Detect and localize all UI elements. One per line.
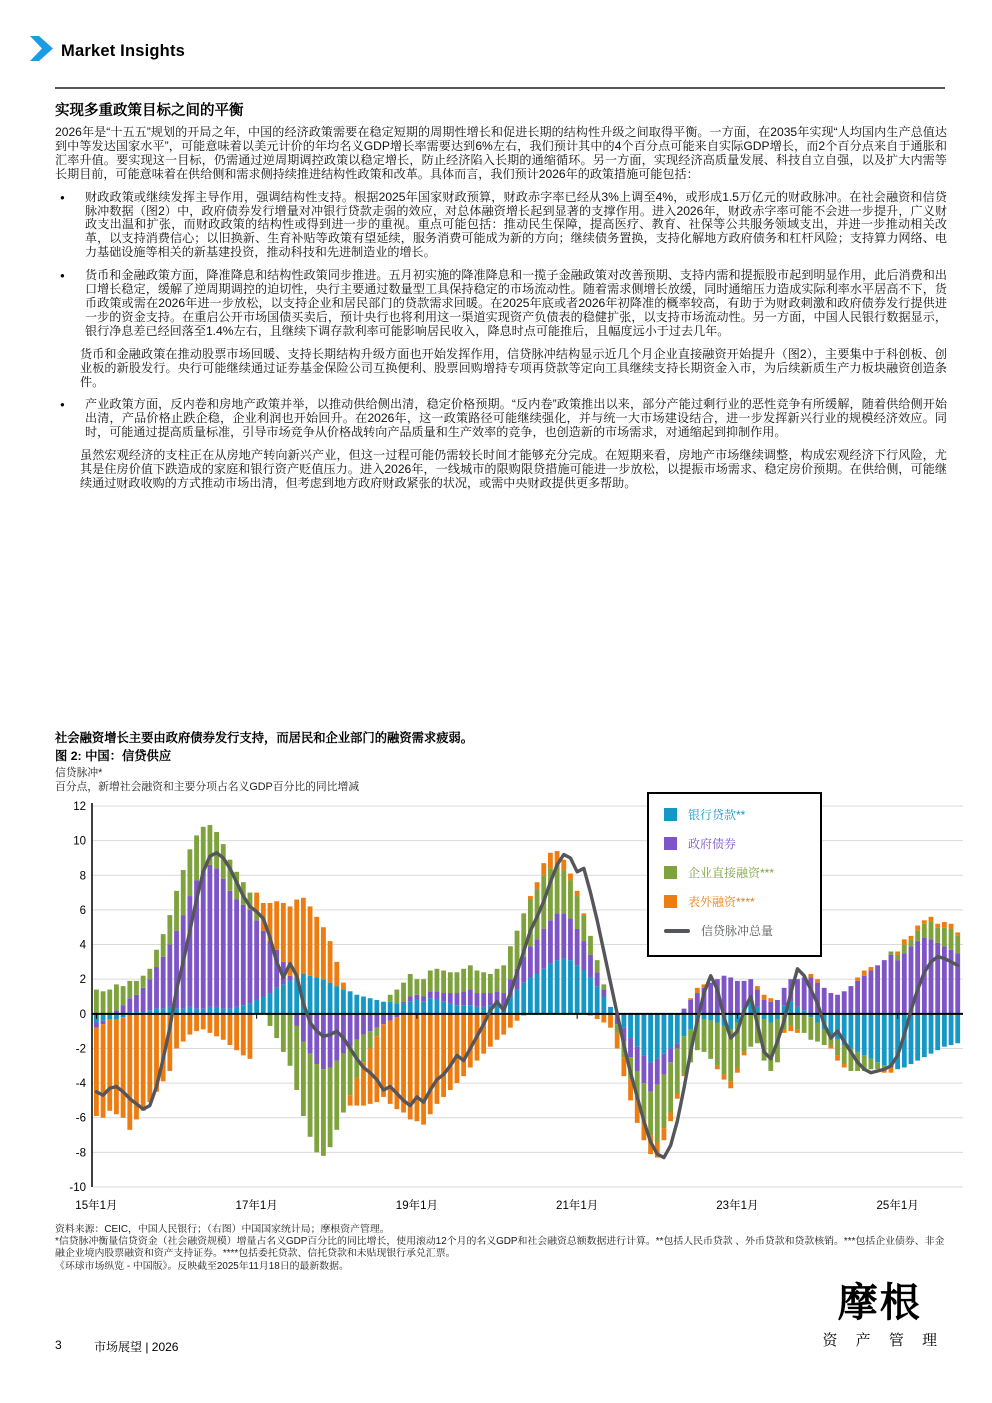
legend-label: 银行贷款** <box>688 808 746 822</box>
svg-text:4: 4 <box>79 939 86 952</box>
corporate-direct-swatch-icon <box>664 866 677 879</box>
footnote-methodology: *信贷脉冲衡量信贷资金（社会融资规模）增量占名义GDP百分比的同比增长，使用滚动12个月的名义GDP和社会融资总额数据进行计算。**包括人民币贷款 、外币贷款和贷款核销。***包括企业债券、非金融企业境内股票融资和资产支持证券。****包括委托贷款、信托贷款和未贴现银行承兑汇票。 <box>55 1236 945 1260</box>
footnote-asof: 《环球市场纵览 - 中国版》。反映截至2025年11月18日的最新数据。 <box>55 1260 349 1272</box>
bullet-industrial-policy <box>55 398 947 440</box>
chart-canvas <box>55 796 965 1221</box>
legend-label: 表外融资**** <box>688 895 755 909</box>
monetary-extra-paragraph: 货币和金融政策在推动股票市场回暖、支持长期结构升级方面也开始发挥作用，信贷脉冲结构显示近几个月企业直接融资开始提升（图2），主要集中于科创板、创业板的新股发行。央行可能继续通过证券基金保险公司互换便利、股票回购增持专项再贷款等定向工具继续支持长期资金入市，为后续新质生产力板块融资创造条件。 <box>80 346 947 389</box>
morgan-logo-primary: 摩根 <box>837 1279 922 1326</box>
bullet-text: 产业政策方面，反内卷和房地产政策并举，以推动供给侧出清，稳定价格预期。“反内卷”政策推出以来，部分产能过剩行业的恶性竞争有所缓解，随着供给侧开始出清，产品价格止跌企稳，企业利润也开始回升。在2026年，这一政策路径可能继续强化，并与统一大市场建设结合，进一步发挥新兴行业的规模经济效应。同时，可能通过提高质量标准，引导市场竞争从价格战转向产品质量和生产效率的竞争，也创造新的市场需求，对通缩起到抑制作用。 <box>85 397 947 440</box>
svg-text:21年1月: 21年1月 <box>556 1200 599 1212</box>
bullet-marker-icon: ● <box>60 400 65 410</box>
figure-title: 图 2: 中国：信贷供应 <box>55 749 172 763</box>
header-divider <box>55 87 945 89</box>
morgan-logo-secondary: 资 产 管 理 <box>822 1332 944 1349</box>
legend-item-off-balance <box>664 893 814 910</box>
svg-text:-8: -8 <box>75 1147 86 1160</box>
svg-text:15年1月: 15年1月 <box>75 1200 118 1212</box>
gov-bonds-swatch-icon <box>664 837 677 850</box>
bank-loans-swatch-icon <box>664 808 677 821</box>
svg-text:-2: -2 <box>75 1043 86 1056</box>
article-title: 实现多重政策目标之间的平衡 <box>55 103 244 119</box>
svg-text:17年1月: 17年1月 <box>235 1200 278 1212</box>
bullet-text: 财政政策或继续发挥主导作用，强调结构性支持。根据2025年国家财政预算，财政赤字率已经从3%上调至4%，或形成1.5万亿元的财政脉冲。在社会融资和信贷脉冲数据（图2）中，政府债券发行增量对冲银行贷款走弱的效应，对总体融资增长起到显著的支撑作用。进入2026年，财政赤字率可能不会进一步提升，广义财政支出温和扩张，而财政政策的结构性或得到进一步的重视。重点可能包括：推动民生保障，提高医疗、教育、社保等公共服务领域支出，并进一步推动相关改革，以支持消费信心；以旧换新、生育补贴等政策有望延续，服务消费可能成为新的方向；继续债务置换，支持化解地方政府债务和杠杆风险；支持算力网络、电力基础设施等相关的新基建投资，推动科技和先进制造业的增长。 <box>85 189 947 260</box>
legend-label: 政府债券 <box>688 837 737 851</box>
svg-text:19年1月: 19年1月 <box>395 1200 438 1212</box>
figure-units: 百分点，新增社会融资和主要分项占名义GDP百分比的同比增减 <box>55 781 360 793</box>
credit-supply-chart <box>55 796 965 1221</box>
off-balance-swatch-icon <box>664 895 677 908</box>
legend-item-gov-bonds <box>664 835 814 852</box>
article-body <box>55 126 947 500</box>
svg-text:6: 6 <box>79 904 86 917</box>
svg-text:-6: -6 <box>75 1112 86 1125</box>
svg-text:8: 8 <box>79 870 86 883</box>
bullet-text: 货币和金融政策方面，降准降息和结构性政策同步推进。五月初实施的降准降息和一揽子金融政策对改善预期、支持内需和提振股市起到明显作用，此后消费和出口增长稳定，缓解了逆周期调控的迫切性，央行主要通过数量型工具保持稳定的市场流动性。随着需求侧增长放缓，同时通缩压力造成实际利率水平居高不下，货币政策或需在2026年进一步放松，以支持企业和居民部门的贷款需求回暖。在2025年底或者2026年初降准的概率较高，有助于为财政刺激和政府债券发行提供进一步的资金支持。在重启公开市场国债买卖后，预计央行也将利用这一渠道实现资产负债表的稳健扩张，以支持市场流动性。另一方面，中国人民银行数据显示，银行净息差已经回落至1.4%左右，且继续下调存款利率可能影响居民收入，降息时点可能推后，且幅度远小于过去几年。 <box>85 268 947 338</box>
figure-subtitle: 信贷脉冲* <box>55 767 103 779</box>
intro-paragraph: 2026年是“十五五”规划的开局之年，中国的经济政策需要在稳定短期的周期性增长和促进长期的结构性升级之间取得平衡。一方面，在2035年实现“人均国内生产总值达到中等发达国家水平”，可能意味着以美元计价的年均名义GDP增长率需要达到6%左右，我们预计其中的4个百分点可能来自实际GDP增长，而2个百分点来自于通胀和 汇率升值。要实现这一目标，仍需通过逆周期调控政策以稳定增长，防止经济陷入长期的通缩循环。另一方面，实现经济高质量发展、科技自立自强，以及扩大内需等长期目前，可能意味着在供给侧和需求侧持续推进结构性政策和改革。具体而言，我们预计2026年的政策措施可能包括： <box>55 125 947 181</box>
closing-paragraph: 虽然宏观经济的支柱正在从房地产转向新兴产业，但这一过程可能仍需较长时间才能够充分完成。在短期来看，房地产市场继续调整，构成宏观经济下行风险，尤其是住房价值下跌造成的家庭和银行资产贬值压力。进入2026年，一线城市的限购限贷措施可能进一步放松，以提振市场需求、稳定房价预期。在供给侧，可能继续通过财政收购的方式推动市场出清，但考虑到地方政府财政紧张的状况，或需中央财政提供更多帮助。 <box>80 448 947 490</box>
bullet-fiscal-policy <box>55 191 947 261</box>
svg-text:10: 10 <box>73 835 86 848</box>
svg-text:-4: -4 <box>75 1078 86 1091</box>
svg-text:12: 12 <box>73 801 86 813</box>
legend-label: 企业直接融资*** <box>688 866 775 880</box>
footnote-source: 资料来源：CEIC，中国人民银行；（右图）中国国家统计局；摩根资产管理。 <box>55 1224 390 1235</box>
legend-item-bank-loans <box>664 806 814 823</box>
bullet-monetary-policy <box>55 269 947 339</box>
legend-item-credit-impulse-total <box>664 922 814 939</box>
svg-text:2: 2 <box>79 974 86 987</box>
bullet-marker-icon: ● <box>60 192 65 202</box>
credit-impulse-line-swatch-icon <box>664 929 690 933</box>
header-brand <box>30 36 185 66</box>
bullet-marker-icon: ● <box>60 271 65 281</box>
source-footnotes <box>55 1224 952 1273</box>
svg-text:23年1月: 23年1月 <box>716 1200 759 1212</box>
svg-text:25年1月: 25年1月 <box>876 1200 919 1212</box>
svg-text:0: 0 <box>79 1008 86 1021</box>
page-number: 3 <box>55 1338 62 1352</box>
legend-item-corporate-direct <box>664 864 814 881</box>
svg-text:-10: -10 <box>69 1182 86 1194</box>
chart-legend <box>647 792 822 957</box>
morgan-logo <box>815 1279 944 1350</box>
publication-name: 市场展望 | 2026 <box>94 1340 179 1354</box>
chevron-logo-icon <box>30 36 53 66</box>
figure-lead: 社会融资增长主要由政府债券发行支持，而居民和企业部门的融资需求疲弱。 <box>55 731 474 745</box>
brand-name: Market Insights <box>61 41 186 60</box>
legend-label: 信贷脉冲总量 <box>701 924 774 938</box>
